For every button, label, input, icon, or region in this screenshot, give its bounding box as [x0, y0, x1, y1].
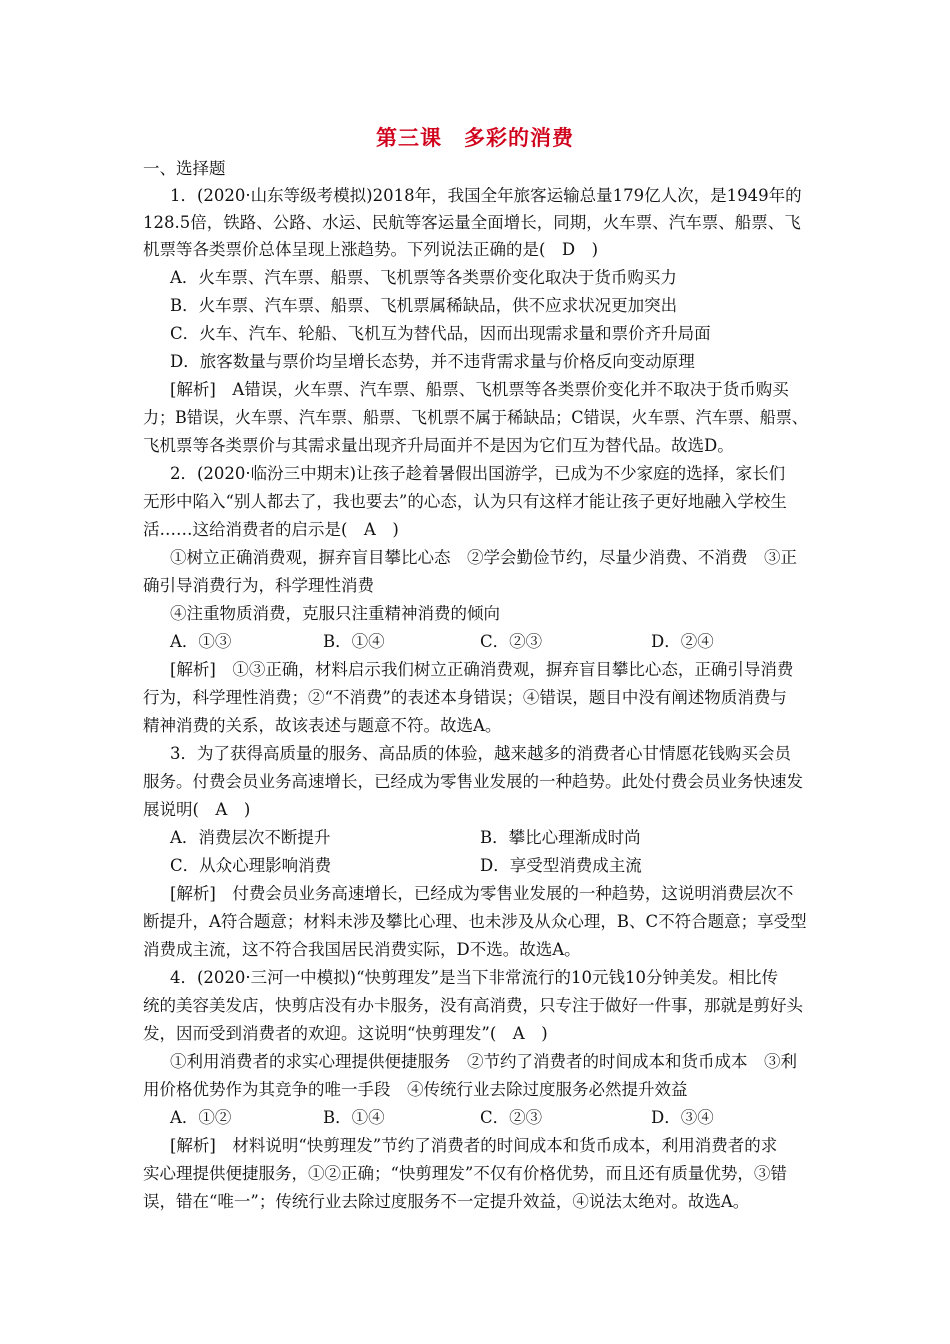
q1-option-c: C．火车、汽车、轮船、飞机互为替代品，因而出现需求量和票价齐升局面 — [170, 324, 711, 343]
q4-option-c: C．②③ — [480, 1108, 543, 1127]
q3-stem-line: 展说明( A ) — [143, 800, 251, 819]
q4-item-line: 用价格优势作为其竞争的唯一手段 ④传统行业去除过度服务必然提升效益 — [143, 1080, 688, 1099]
q3-stem-line: 服务。付费会员业务高速增长，已经成为零售业发展的一种趋势。此处付费会员业务快速发 — [143, 772, 803, 791]
lesson-name: 多彩的消费 — [464, 126, 574, 150]
q2-stem-line: 无形中陷入“别人都去了，我也要去”的心态，认为只有这样才能让孩子更好地融入学校生 — [143, 492, 787, 511]
q4-option-b: B．①④ — [323, 1108, 385, 1127]
q1-option-b: B．火车票、汽车票、船票、飞机票属稀缺品，供不应求状况更加突出 — [170, 296, 678, 315]
q2-item-line: ①树立正确消费观，摒弃盲目攀比心态 ②学会勤俭节约，尽量少消费、不消费 ③正 — [170, 548, 797, 567]
lesson-number: 第三课 — [376, 126, 442, 150]
q1-stem-line: 机票等各类票价总体呈现上涨趋势。下列说法正确的是( D ) — [143, 240, 599, 259]
q2-option-c: C．②③ — [480, 632, 543, 651]
q1-stem-line: 128.5倍，铁路、公路、水运、民航等客运量全面增长，同期，火车票、汽车票、船票、飞 — [143, 213, 801, 232]
q3-option-d: D．享受型消费成主流 — [480, 856, 642, 875]
q2-analysis-line: 精神消费的关系，故该表述与题意不符。故选A。 — [143, 716, 502, 735]
q1-analysis-line: 力；B错误，火车票、汽车票、船票、飞机票不属于稀缺品；C错误，火车票、汽车票、船票、 — [143, 408, 808, 427]
q2-item-line: ④注重物质消费，克服只注重精神消费的倾向 — [170, 604, 500, 623]
q2-option-b: B．①④ — [323, 632, 385, 651]
q2-item-line: 确引导消费行为，科学理性消费 — [143, 576, 374, 595]
q1-stem-line: 1．(2020·山东等级考模拟)2018年，我国全年旅客运输总量179亿人次，是1949年的 — [170, 186, 802, 205]
q4-analysis-line: 实心理提供便捷服务，①②正确；“快剪理发”不仅有价格优势，而且还有质量优势，③错 — [143, 1164, 787, 1183]
q1-analysis-line: [解析] A错误，火车票、汽车票、船票、飞机票等各类票价变化并不取决于货币购买 — [170, 380, 789, 399]
q3-option-b: B．攀比心理渐成时尚 — [480, 828, 641, 847]
q2-stem-line: 活……这给消费者的启示是( A ) — [143, 520, 399, 539]
q3-analysis-line: [解析] 付费会员业务高速增长，已经成为零售业发展的一种趋势，这说明消费层次不 — [170, 884, 794, 903]
lesson-title — [0, 122, 950, 152]
q4-item-line: ①利用消费者的求实心理提供便捷服务 ②节约了消费者的时间成本和货币成本 ③利 — [170, 1052, 797, 1071]
q1-option-d: D．旅客数量与票价均呈增长态势，并不违背需求量与价格反向变动原理 — [170, 352, 695, 371]
q4-option-d: D．③④ — [651, 1108, 714, 1127]
q4-stem-line: 统的美容美发店，快剪店没有办卡服务，没有高消费，只专注于做好一件事，那就是剪好头 — [143, 996, 803, 1015]
q1-option-a: A．火车票、汽车票、船票、飞机票等各类票价变化取决于货币购买力 — [170, 268, 677, 287]
q4-analysis-line: 误，错在“唯一”；传统行业去除过度服务不一定提升效益，④说法太绝对。故选A。 — [143, 1192, 750, 1211]
q2-analysis-line: [解析] ①③正确，材料启示我们树立正确消费观，摒弃盲目攀比心态，正确引导消费 — [170, 660, 794, 679]
q2-stem-line: 2．(2020·临汾三中期末)让孩子趁着暑假出国游学，已成为不少家庭的选择，家长们 — [170, 464, 786, 483]
q3-analysis-line: 消费成主流，这不符合我国居民消费实际，D不选。故选A。 — [143, 940, 581, 959]
q3-analysis-line: 断提升，A符合题意；材料未涉及攀比心理、也未涉及从众心理，B、C不符合题意；享受型 — [143, 912, 807, 931]
q3-option-c: C．从众心理影响消费 — [170, 856, 332, 875]
q2-option-d: D．②④ — [651, 632, 714, 651]
q1-analysis-line: 飞机票等各类票价与其需求量出现齐升局面并不是因为它们互为替代品。故选D。 — [143, 436, 734, 455]
q4-stem-line: 发，因而受到消费者的欢迎。这说明“快剪理发”( A ) — [143, 1024, 548, 1043]
section-heading: 一、选择题 — [143, 159, 226, 178]
q4-analysis-line: [解析] 材料说明“快剪理发”节约了消费者的时间成本和货币成本，利用消费者的求 — [170, 1136, 778, 1155]
q3-stem-line: 3．为了获得高质量的服务、高品质的体验，越来越多的消费者心甘情愿花钱购买会员 — [170, 744, 791, 763]
q2-analysis-line: 行为，科学理性消费；②“不消费”的表述本身错误；④错误，题目中没有阐述物质消费与 — [143, 688, 787, 707]
q3-option-a: A．消费层次不断提升 — [170, 828, 331, 847]
q2-option-a: A．①③ — [170, 632, 232, 651]
q4-option-a: A．①② — [170, 1108, 232, 1127]
q4-stem-line: 4．(2020·三河一中模拟)“快剪理发”是当下非常流行的10元钱10分钟美发。相比传 — [170, 968, 778, 987]
